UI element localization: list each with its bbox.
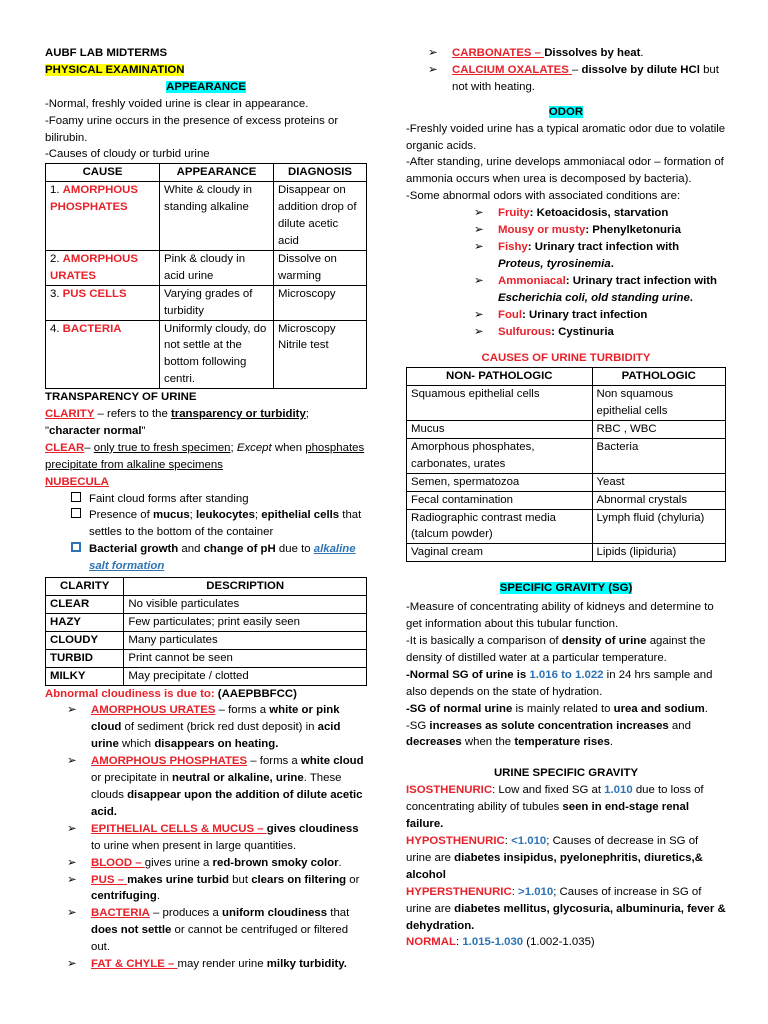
table-cell: Squamous epithelial cells (407, 386, 593, 421)
table-row (407, 491, 726, 509)
list-text-bold: gives cloudiness (266, 822, 359, 835)
table-cell: MILKY (46, 667, 124, 685)
table-row (46, 320, 367, 389)
list-term: PUS – (91, 873, 128, 886)
column-header: DIAGNOSIS (274, 164, 367, 182)
list-text-bold: Dissolves by heat (544, 47, 641, 59)
arrow-bullet-icon: ➢ (67, 958, 77, 971)
list-text: which (118, 738, 155, 751)
list-text-bold: disappear upon the addition of dilute acetic acid. (91, 788, 363, 818)
list-text: or (346, 873, 360, 886)
cause-name: PUS CELLS (62, 287, 127, 300)
table-row (46, 596, 367, 614)
list-item (45, 905, 367, 956)
list-text: . (156, 890, 160, 903)
table-cell: May precipitate / clotted (124, 667, 367, 685)
odor-end: . (610, 257, 614, 270)
list-text-bold: dissolve by dilute HCl (581, 63, 700, 76)
table-row (46, 667, 367, 685)
list-text: – (572, 63, 582, 76)
list-item (45, 702, 367, 753)
turbidity-heading: CAUSES OF URINE TURBIDITY (481, 352, 651, 365)
list-text: but not with heating. (452, 63, 719, 93)
list-item (45, 855, 367, 872)
table-row (407, 544, 726, 562)
list-text-bold: white or pink cloud (91, 704, 340, 734)
appearance-cell: Pink & cloudy in acid urine (160, 250, 274, 285)
checkbox-bullet-icon (71, 542, 81, 552)
list-item (45, 872, 367, 906)
right-column (406, 45, 726, 951)
table-cell: Print cannot be seen (124, 649, 367, 667)
checkbox-bullet-icon (71, 492, 81, 502)
table-cell: CLEAR (46, 596, 124, 614)
list-text-bold: centrifuging (91, 890, 157, 903)
hyposthenuric: HYPOSTHENURIC: <1.010; Causes of decrease in SG of urine are diabetes insipidus, pyelonephritis, diuretics,& alcohol (406, 834, 703, 881)
odor-name: Foul (498, 308, 523, 321)
column-header: CAUSE (46, 164, 160, 182)
checkbox-bullet-icon (71, 508, 81, 518)
list-text: . These clouds (91, 772, 342, 801)
list-term: CALCIUM OXALATES (452, 63, 573, 76)
table-cell: Vaginal cream (407, 544, 593, 562)
appearance-cell: Uniformly cloudy, do not settle at the bottom following centri. (160, 320, 274, 389)
cause-number: 1. (50, 184, 63, 197)
clarity-table (45, 577, 367, 685)
table-cell: Non squamous epithelial cells (592, 386, 726, 421)
cause-number: 4. (50, 322, 63, 335)
precipitate-list (406, 45, 726, 96)
list-term: BACTERIA (91, 907, 150, 920)
arrow-bullet-icon: ➢ (474, 325, 484, 338)
table-row (46, 631, 367, 649)
table-cell: HAZY (46, 613, 124, 631)
arrow-bullet-icon: ➢ (428, 63, 438, 76)
table-cell: Semen, spermatozoa (407, 473, 593, 491)
cause-cell (46, 182, 160, 251)
table-cell: TURBID (46, 649, 124, 667)
arrow-bullet-icon: ➢ (474, 274, 484, 287)
odor-organism: Escherichia coli, old standing urine (498, 291, 690, 304)
table-cell: RBC , WBC (592, 421, 726, 439)
abnormal-heading: Abnormal cloudiness is due to: (AAEPBBFCC) (45, 687, 297, 700)
cause-cell (46, 320, 160, 389)
transparency-heading: TRANSPARENCY OF URINE (45, 391, 197, 404)
odor-item (406, 239, 726, 273)
diagnosis-cell: Microscopy (274, 285, 367, 320)
odor-condition: : Cystinuria (551, 325, 614, 338)
arrow-bullet-icon: ➢ (67, 873, 77, 886)
table-row (407, 421, 726, 439)
arrow-bullet-icon: ➢ (67, 907, 77, 920)
list-text: . (640, 47, 644, 59)
nubecula-list: Faint cloud forms after standing Presence of mucus; leukocytes; epithelial cells that settles to the bottom of the container Bacterial growth and change of pH due to alkaline salt formation (45, 491, 367, 576)
left-column (45, 45, 367, 973)
diagnosis-cell: Dissolve on warming (274, 250, 367, 285)
cause-name: AMORPHOUS URATES (50, 252, 138, 282)
odor-name: Ammoniacal (498, 274, 566, 287)
table-row (46, 613, 367, 631)
table-cell: Radiographic contrast media (talcum powder) (407, 509, 593, 544)
list-text: . (338, 856, 342, 869)
table-cell: Many particulates (124, 631, 367, 649)
arrow-bullet-icon: ➢ (67, 704, 77, 717)
table-cell: Lymph fluid (chyluria) (592, 509, 726, 544)
odor-organism: Proteus, tyrosinemia (498, 257, 611, 270)
list-text: – forms a (215, 704, 270, 717)
list-text-bold: red-brown smoky color (212, 856, 339, 869)
list-text-bold: clears on filtering (251, 873, 347, 886)
arrow-bullet-icon: ➢ (474, 207, 484, 220)
odor-name: Fishy (498, 240, 528, 253)
odor-note: -Some abnormal odors with associated conditions are: (406, 190, 681, 203)
odor-name: Fruity (498, 207, 530, 220)
list-text: or precipitate in (91, 772, 173, 785)
cause-name: AMORPHOUS PHOSPHATES (50, 184, 138, 214)
odor-condition: : Urinary tract infection with (565, 274, 717, 287)
sg-line-3: -Normal SG of urine is 1.016 to 1.022 in 24 hrs sample and also depends on the state of hydration. (406, 668, 713, 698)
list-text: or cannot be centrifuged or filtered out. (91, 924, 349, 954)
diagnosis-cell: Disappear on addition drop of dilute acetic acid (274, 182, 367, 251)
arrow-bullet-icon: ➢ (474, 224, 484, 237)
cause-name: BACTERIA (62, 322, 122, 335)
doc-title: AUBF LAB MIDTERMS (45, 47, 168, 59)
list-term: AMORPHOUS PHOSPHATES (91, 755, 248, 768)
table-cell: Fecal contamination (407, 491, 593, 509)
column-header: NON- PATHOLOGIC (407, 368, 593, 386)
diagnosis-cell: Microscopy Nitrile test (274, 320, 367, 389)
isosthenuric: ISOSTHENURIC: Low and fixed SG at 1.010 due to loss of concentrating ability of tubules seen in end-stage renal failure. (406, 784, 704, 831)
sg-line-4: -SG of normal urine is mainly related to urea and sodium. (406, 702, 708, 715)
list-text: – produces a (149, 907, 223, 920)
column-header: CLARITY (46, 578, 124, 596)
arrow-bullet-icon: ➢ (474, 240, 484, 253)
list-text-bold: uniform cloudiness (222, 907, 328, 920)
cause-number: 3. (50, 287, 63, 300)
clear-definition: CLEAR– only true to fresh specimen; Except when phosphates precipitate from alkaline specimens (45, 441, 365, 471)
odor-list (406, 205, 726, 340)
list-text: gives urine a (144, 856, 213, 869)
odor-condition: : Urinary tract infection (522, 308, 648, 321)
list-item (45, 821, 367, 855)
odor-item (406, 205, 726, 222)
appearance-heading: APPEARANCE (166, 80, 246, 93)
odor-heading: ODOR (548, 105, 584, 118)
list-item (45, 956, 367, 973)
appearance-cell: White & cloudy in standing alkaline (160, 182, 274, 251)
odor-note: -Freshly voided urine has a typical aromatic odor due to volatile organic acids. (406, 122, 726, 152)
list-item (45, 753, 367, 821)
odor-name: Mousy or musty (498, 224, 586, 237)
appearance-note: -Foamy urine occurs in the presence of excess proteins or bilirubin. (45, 114, 339, 144)
odor-item (406, 222, 726, 239)
column-header: DESCRIPTION (124, 578, 367, 596)
list-text: to urine when present in large quantities. (91, 839, 297, 852)
appearance-notes (45, 96, 367, 164)
list-text-bold: does not settle (91, 924, 172, 937)
table-cell: Bacteria (592, 438, 726, 473)
list-item (406, 62, 726, 96)
list-text: that (327, 907, 350, 920)
hypersthenuric: HYPERSTHENURIC: >1.010; Causes of increase in SG of urine are diabetes mellitus, glycosuria, albuminuria, fever & dehydration. (406, 885, 726, 932)
sg-line-2: -It is basically a comparison of density of urine against the density of distilled water at a particular temperature. (406, 635, 706, 664)
list-text: but (229, 873, 252, 886)
list-text-bold: disappears on heating. (154, 738, 279, 751)
turbidity-table (406, 367, 726, 562)
list-text-bold: makes urine turbid (127, 873, 230, 886)
cause-cell (46, 285, 160, 320)
usg-heading: URINE SPECIFIC GRAVITY (493, 767, 639, 780)
odor-condition: : Phenylketonuria (585, 224, 681, 237)
cause-number: 2. (50, 252, 63, 265)
arrow-bullet-icon: ➢ (67, 856, 77, 869)
abnormal-list (45, 702, 367, 973)
odor-item (406, 307, 726, 324)
sg-heading: SPECIFIC GRAVITY (SG) (499, 582, 633, 595)
normal-sg: NORMAL: 1.015-1.030 (1.002-1.035) (406, 936, 595, 949)
table-cell: Lipids (lipiduria) (592, 544, 726, 562)
arrow-bullet-icon: ➢ (67, 822, 77, 835)
appearance-cell: Varying grades of turbidity (160, 285, 274, 320)
section-title: PHYSICAL EXAMINATION (45, 63, 185, 76)
odor-end: . (689, 291, 693, 304)
table-row (46, 649, 367, 667)
odor-note: -After standing, urine develops ammoniacal odor – formation of ammonia occurs when urea is decomposed by bacteria). (406, 156, 724, 186)
list-term: BLOOD – (91, 856, 145, 869)
appearance-note: -Normal, freshly voided urine is clear in appearance. (45, 97, 309, 110)
nubecula-heading: NUBECULA (45, 475, 109, 488)
arrow-bullet-icon: ➢ (428, 47, 438, 59)
table-cell: Mucus (407, 421, 593, 439)
cause-cell (46, 250, 160, 285)
sg-line-1: -Measure of concentrating ability of kidneys and determine to get information about this tubular function. (406, 601, 714, 631)
list-text-bold: neutral or alkaline, urine (172, 772, 304, 785)
odor-notes (406, 121, 726, 206)
table-cell: Yeast (592, 473, 726, 491)
table-cell: No visible particulates (124, 596, 367, 614)
odor-condition: : Urinary tract infection with (527, 240, 680, 253)
table-row (407, 438, 726, 473)
table-row (407, 509, 726, 544)
column-header: PATHOLOGIC (592, 368, 726, 386)
table-row (46, 285, 367, 320)
odor-item (406, 273, 726, 307)
table-cell: Abnormal crystals (592, 491, 726, 509)
list-text: may render urine (177, 958, 267, 971)
list-text: of sediment (brick red dust deposit) in (121, 721, 318, 734)
list-text: – forms a (247, 755, 301, 768)
table-cell: Few particulates; print easily seen (124, 613, 367, 631)
list-term: FAT & CHYLE – (91, 958, 178, 971)
list-term: AMORPHOUS URATES (91, 704, 216, 717)
list-text-bold: acid urine (91, 721, 341, 751)
table-row (407, 473, 726, 491)
clarity-definition: CLARITY – refers to the transparency or turbidity; "character normal" (45, 408, 309, 437)
table-row (46, 182, 367, 251)
arrow-bullet-icon: ➢ (67, 755, 77, 768)
arrow-bullet-icon: ➢ (474, 308, 484, 321)
odor-name: Sulfurous (498, 325, 552, 338)
table-cell: CLOUDY (46, 631, 124, 649)
list-term: CARBONATES – (452, 47, 545, 59)
list-item (406, 45, 726, 62)
sg-line-5: -SG increases as solute concentration increases and decreases when the temperature rises. (406, 719, 691, 749)
cause-table (45, 163, 367, 389)
table-row (407, 386, 726, 421)
column-header: APPEARANCE (160, 164, 274, 182)
table-row (46, 250, 367, 285)
odor-item (406, 324, 726, 341)
list-text-bold: white cloud (300, 755, 364, 768)
table-cell: Amorphous phosphates, carbonates, urates (407, 438, 593, 473)
list-term: EPITHELIAL CELLS & MUCUS – (91, 822, 267, 835)
odor-condition: : Ketoacidosis, starvation (529, 207, 669, 220)
list-text-bold: milky turbidity. (266, 958, 347, 971)
appearance-note: -Causes of cloudy or turbid urine (45, 148, 210, 161)
